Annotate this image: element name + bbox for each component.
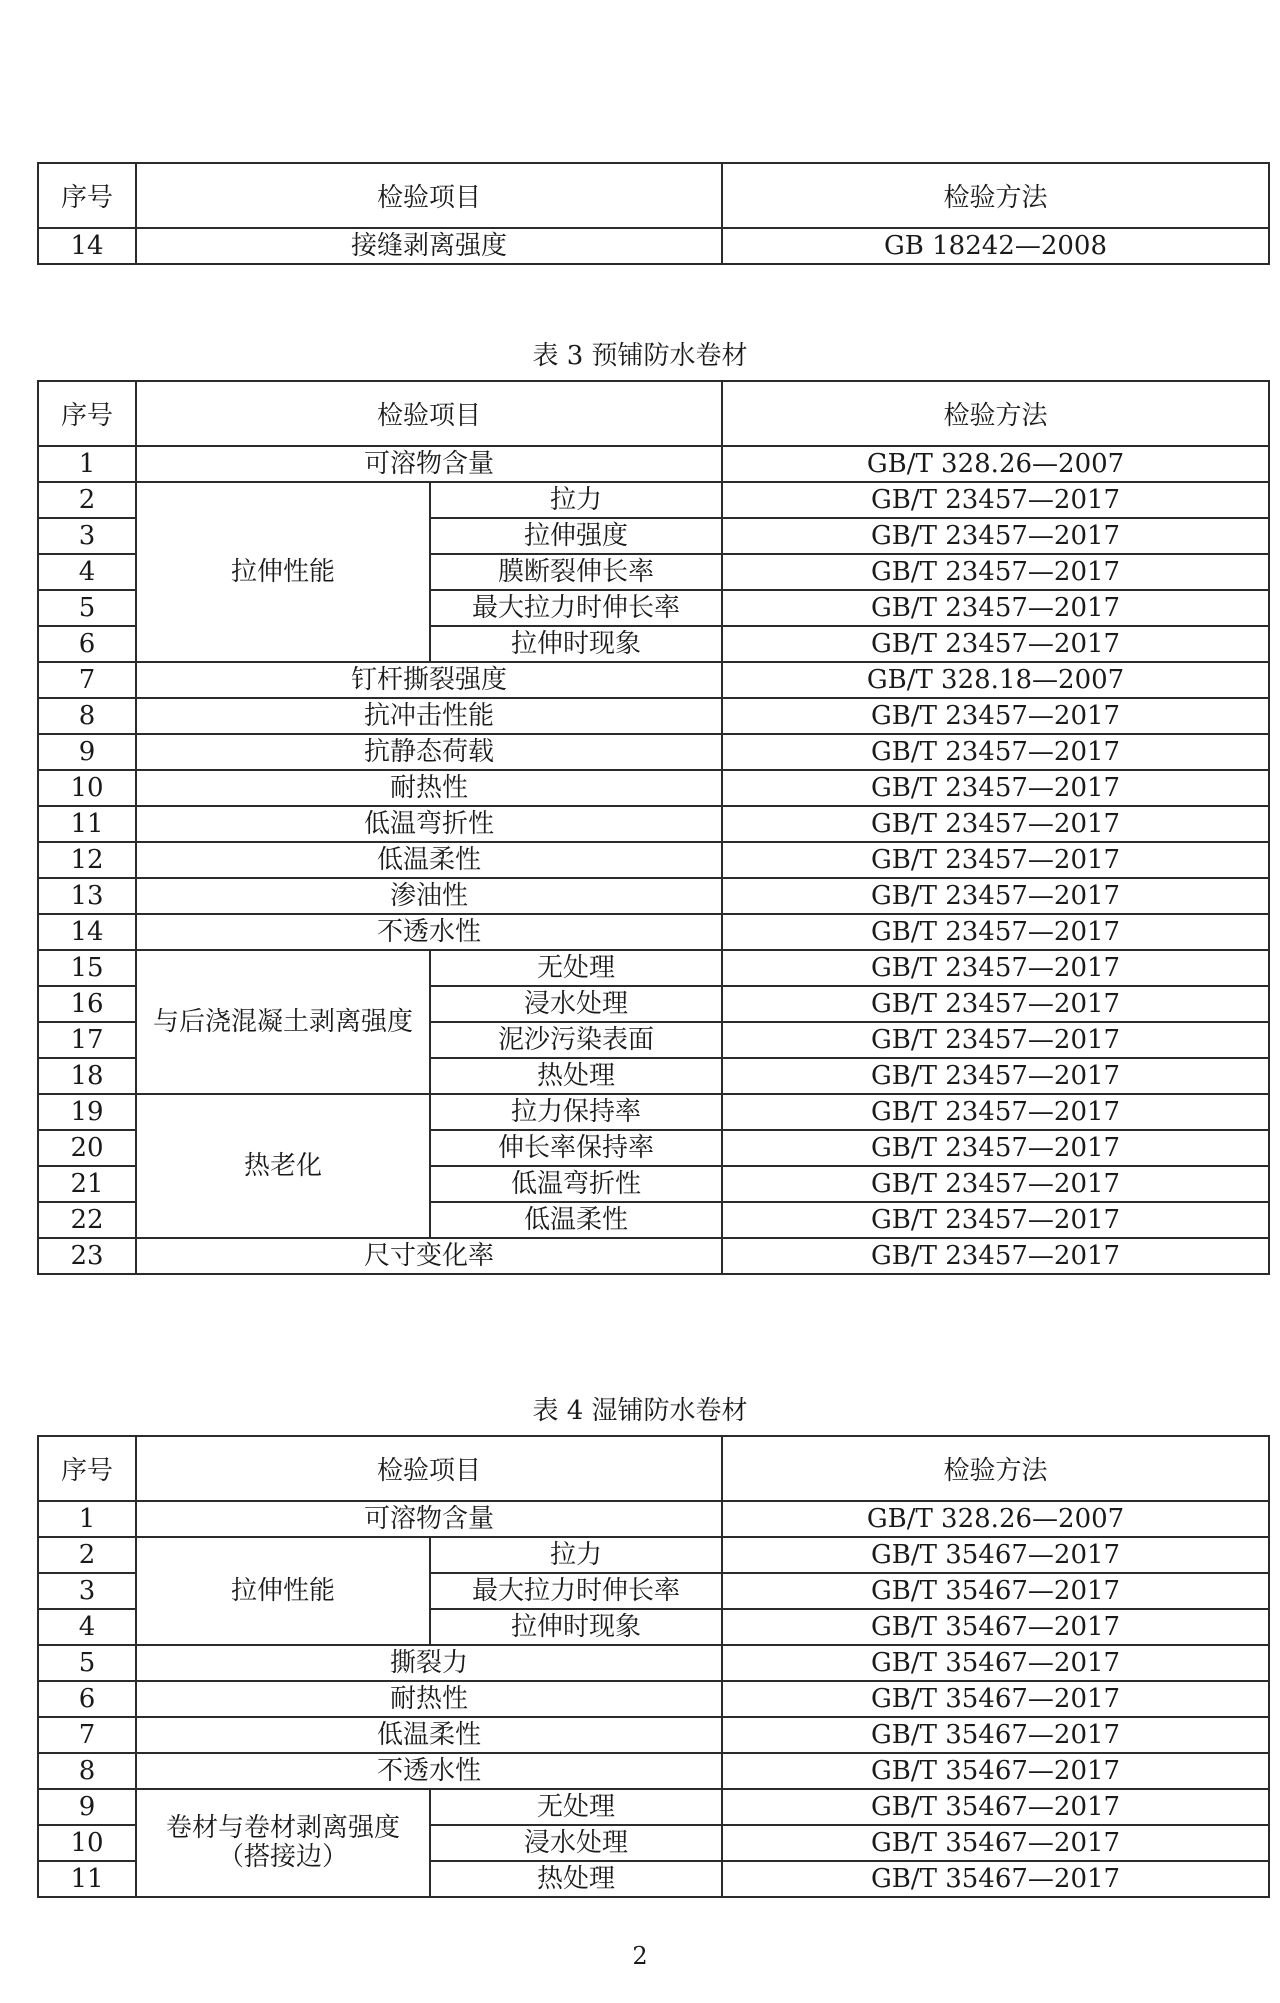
row-method: GB/T 23457—2017 bbox=[722, 482, 1269, 518]
row-item: 伸长率保持率 bbox=[430, 1130, 722, 1166]
header-method: 检验方法 bbox=[722, 381, 1269, 446]
row-seq: 6 bbox=[38, 1681, 136, 1717]
header-seq: 序号 bbox=[38, 1436, 136, 1501]
row-method: GB/T 23457—2017 bbox=[722, 518, 1269, 554]
row-seq: 22 bbox=[38, 1202, 136, 1238]
row-item: 抗冲击性能 bbox=[136, 698, 722, 734]
row-item: 最大拉力时伸长率 bbox=[430, 1573, 722, 1609]
row-seq: 14 bbox=[38, 228, 136, 264]
row-seq: 2 bbox=[38, 482, 136, 518]
row-seq: 13 bbox=[38, 878, 136, 914]
row-method: GB/T 23457—2017 bbox=[722, 986, 1269, 1022]
row-item: 拉力保持率 bbox=[430, 1094, 722, 1130]
row-method: GB/T 23457—2017 bbox=[722, 950, 1269, 986]
row-method: GB/T 23457—2017 bbox=[722, 1022, 1269, 1058]
row-item: 可溶物含量 bbox=[136, 446, 722, 482]
table-4 bbox=[37, 1435, 1270, 1898]
row-seq: 12 bbox=[38, 842, 136, 878]
row-method: GB/T 23457—2017 bbox=[722, 626, 1269, 662]
row-item: 低温弯折性 bbox=[430, 1166, 722, 1202]
row-seq: 14 bbox=[38, 914, 136, 950]
row-method: GB/T 23457—2017 bbox=[722, 878, 1269, 914]
group-concrete-peel: 与后浇混凝土剥离强度 bbox=[136, 950, 430, 1094]
row-item: 浸水处理 bbox=[430, 986, 722, 1022]
row-method: GB/T 23457—2017 bbox=[722, 734, 1269, 770]
row-item: 耐热性 bbox=[136, 770, 722, 806]
table-row bbox=[38, 950, 1269, 986]
row-seq: 4 bbox=[38, 554, 136, 590]
row-item: 钉杆撕裂强度 bbox=[136, 662, 722, 698]
table-row bbox=[38, 1717, 1269, 1753]
row-method: GB/T 23457—2017 bbox=[722, 1238, 1269, 1274]
table-header-row bbox=[38, 1436, 1269, 1501]
row-item: 可溶物含量 bbox=[136, 1501, 722, 1537]
row-item: 拉伸时现象 bbox=[430, 626, 722, 662]
row-item: 抗静态荷载 bbox=[136, 734, 722, 770]
row-item: 渗油性 bbox=[136, 878, 722, 914]
row-method: GB/T 23457—2017 bbox=[722, 1094, 1269, 1130]
row-item: 无处理 bbox=[430, 950, 722, 986]
row-seq: 7 bbox=[38, 1717, 136, 1753]
row-method: GB/T 35467—2017 bbox=[722, 1681, 1269, 1717]
row-method: GB/T 23457—2017 bbox=[722, 1058, 1269, 1094]
row-item: 不透水性 bbox=[136, 914, 722, 950]
row-seq: 9 bbox=[38, 1789, 136, 1825]
row-seq: 10 bbox=[38, 1825, 136, 1861]
row-seq: 11 bbox=[38, 1861, 136, 1897]
row-method: GB/T 23457—2017 bbox=[722, 1130, 1269, 1166]
row-method: GB/T 23457—2017 bbox=[722, 806, 1269, 842]
page-number: 2 bbox=[632, 1942, 648, 1970]
row-item: 膜断裂伸长率 bbox=[430, 554, 722, 590]
row-method: GB/T 23457—2017 bbox=[722, 554, 1269, 590]
row-method: GB/T 23457—2017 bbox=[722, 770, 1269, 806]
header-seq: 序号 bbox=[38, 163, 136, 228]
row-seq: 1 bbox=[38, 1501, 136, 1537]
row-seq: 4 bbox=[38, 1609, 136, 1645]
row-method: GB/T 35467—2017 bbox=[722, 1825, 1269, 1861]
table-row bbox=[38, 1645, 1269, 1681]
header-seq: 序号 bbox=[38, 381, 136, 446]
row-item: 不透水性 bbox=[136, 1753, 722, 1789]
table-2-continued bbox=[37, 162, 1270, 265]
row-item: 热处理 bbox=[430, 1058, 722, 1094]
table-row bbox=[38, 698, 1269, 734]
header-item: 检验项目 bbox=[136, 163, 722, 228]
row-item: 热处理 bbox=[430, 1861, 722, 1897]
row-method: GB/T 23457—2017 bbox=[722, 698, 1269, 734]
row-seq: 6 bbox=[38, 626, 136, 662]
header-item: 检验项目 bbox=[136, 1436, 722, 1501]
table-row bbox=[38, 482, 1269, 518]
row-seq: 3 bbox=[38, 518, 136, 554]
group-tensile: 拉伸性能 bbox=[136, 482, 430, 662]
table-row bbox=[38, 1501, 1269, 1537]
row-seq: 23 bbox=[38, 1238, 136, 1274]
table-row bbox=[38, 1789, 1269, 1825]
table-row bbox=[38, 806, 1269, 842]
row-item: 接缝剥离强度 bbox=[136, 228, 722, 264]
row-seq: 17 bbox=[38, 1022, 136, 1058]
table-row bbox=[38, 734, 1269, 770]
row-method: GB/T 35467—2017 bbox=[722, 1717, 1269, 1753]
row-seq: 16 bbox=[38, 986, 136, 1022]
row-seq: 9 bbox=[38, 734, 136, 770]
row-item: 低温柔性 bbox=[136, 842, 722, 878]
row-item: 拉伸强度 bbox=[430, 518, 722, 554]
row-item: 拉力 bbox=[430, 482, 722, 518]
row-method: GB/T 23457—2017 bbox=[722, 590, 1269, 626]
table-row bbox=[38, 662, 1269, 698]
table-row bbox=[38, 1537, 1269, 1573]
table-header-row bbox=[38, 163, 1269, 228]
row-seq: 3 bbox=[38, 1573, 136, 1609]
row-seq: 2 bbox=[38, 1537, 136, 1573]
group-heat-aging: 热老化 bbox=[136, 1094, 430, 1238]
header-method: 检验方法 bbox=[722, 1436, 1269, 1501]
table-row bbox=[38, 1681, 1269, 1717]
row-item: 低温柔性 bbox=[136, 1717, 722, 1753]
row-method: GB/T 35467—2017 bbox=[722, 1609, 1269, 1645]
table-3-caption: 表 3 预铺防水卷材 bbox=[532, 341, 748, 371]
row-seq: 8 bbox=[38, 698, 136, 734]
table-4-caption: 表 4 湿铺防水卷材 bbox=[532, 1396, 748, 1426]
row-method: GB/T 23457—2017 bbox=[722, 1202, 1269, 1238]
row-item: 泥沙污染表面 bbox=[430, 1022, 722, 1058]
table-row bbox=[38, 1238, 1269, 1274]
table-row bbox=[38, 878, 1269, 914]
row-seq: 5 bbox=[38, 1645, 136, 1681]
row-method: GB/T 35467—2017 bbox=[722, 1573, 1269, 1609]
row-method: GB/T 35467—2017 bbox=[722, 1645, 1269, 1681]
row-item: 尺寸变化率 bbox=[136, 1238, 722, 1274]
table-row bbox=[38, 1094, 1269, 1130]
row-method: GB/T 23457—2017 bbox=[722, 1166, 1269, 1202]
row-seq: 19 bbox=[38, 1094, 136, 1130]
row-item: 拉力 bbox=[430, 1537, 722, 1573]
row-seq: 5 bbox=[38, 590, 136, 626]
row-item: 撕裂力 bbox=[136, 1645, 722, 1681]
row-item: 最大拉力时伸长率 bbox=[430, 590, 722, 626]
row-method: GB/T 35467—2017 bbox=[722, 1537, 1269, 1573]
group-sheet-peel: 卷材与卷材剥离强度（搭接边） bbox=[136, 1789, 430, 1897]
row-method: GB/T 35467—2017 bbox=[722, 1789, 1269, 1825]
row-seq: 1 bbox=[38, 446, 136, 482]
row-method: GB/T 328.26—2007 bbox=[722, 446, 1269, 482]
row-item: 拉伸时现象 bbox=[430, 1609, 722, 1645]
header-method: 检验方法 bbox=[722, 163, 1269, 228]
row-item: 无处理 bbox=[430, 1789, 722, 1825]
row-seq: 10 bbox=[38, 770, 136, 806]
row-item: 耐热性 bbox=[136, 1681, 722, 1717]
table-row bbox=[38, 914, 1269, 950]
table-row bbox=[38, 1753, 1269, 1789]
row-item: 低温弯折性 bbox=[136, 806, 722, 842]
row-method: GB/T 328.18—2007 bbox=[722, 662, 1269, 698]
row-method: GB/T 23457—2017 bbox=[722, 842, 1269, 878]
row-seq: 21 bbox=[38, 1166, 136, 1202]
table-row bbox=[38, 228, 1269, 264]
table-row bbox=[38, 446, 1269, 482]
table-row bbox=[38, 842, 1269, 878]
row-seq: 20 bbox=[38, 1130, 136, 1166]
row-method: GB/T 35467—2017 bbox=[722, 1861, 1269, 1897]
row-method: GB 18242—2008 bbox=[722, 228, 1269, 264]
row-seq: 18 bbox=[38, 1058, 136, 1094]
table-header-row bbox=[38, 381, 1269, 446]
row-item: 低温柔性 bbox=[430, 1202, 722, 1238]
row-seq: 7 bbox=[38, 662, 136, 698]
group-tensile: 拉伸性能 bbox=[136, 1537, 430, 1645]
row-seq: 15 bbox=[38, 950, 136, 986]
row-method: GB/T 23457—2017 bbox=[722, 914, 1269, 950]
row-method: GB/T 35467—2017 bbox=[722, 1753, 1269, 1789]
row-method: GB/T 328.26—2007 bbox=[722, 1501, 1269, 1537]
header-item: 检验项目 bbox=[136, 381, 722, 446]
table-row bbox=[38, 770, 1269, 806]
row-seq: 8 bbox=[38, 1753, 136, 1789]
row-item: 浸水处理 bbox=[430, 1825, 722, 1861]
row-seq: 11 bbox=[38, 806, 136, 842]
table-3 bbox=[37, 380, 1270, 1275]
